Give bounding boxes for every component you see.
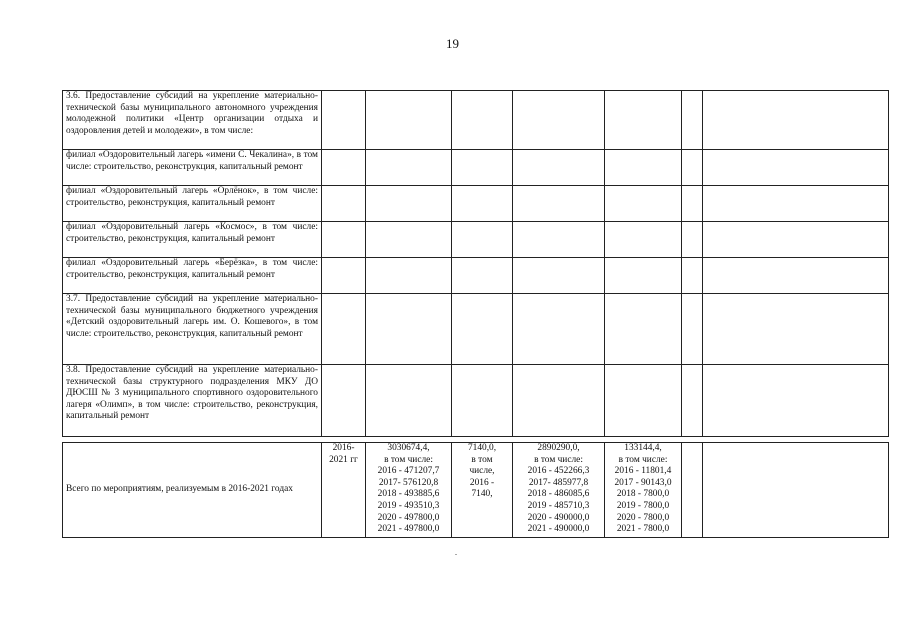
row-description: 3.8. Предоставление субсидий на укрепление материально-технической базы структурного подразделения МКУ ДО ДЮСШ № 3 муниципального спортивного оздоровительного лагеря «Олимп», в том числе: строительство, реконструкция, капитальный ремонт	[63, 365, 322, 437]
total-federal: 7140,0, в том числе, 2016 - 7140,	[452, 443, 513, 538]
total-period: 2016- 2021 гг	[322, 443, 366, 538]
total-sum: 3030674,4, в том числе: 2016 - 471207,7 2017- 576120,8 2018 - 493885,6 2019 - 493510,3 2020 - 497800,0 2021 - 497800,0	[366, 443, 452, 538]
row-description: филиал «Оздоровительный лагерь «Космос», в том числе: строительство, реконструкция, капитальный ремонт	[63, 222, 322, 258]
row-description: 3.7. Предоставление субсидий на укрепление материально-технической базы муниципального бюджетного учреждения «Детский оздоровительный лагерь им. О. Кошевого», в том числе: строительство, реконструкция, капитальный ремонт	[63, 294, 322, 365]
row-description: филиал «Оздоровительный лагерь «Берёзка», в том числе: строительство, реконструкция, капитальный ремонт	[63, 258, 322, 294]
table-row	[63, 365, 889, 437]
table-row	[63, 222, 889, 258]
table-row	[63, 258, 889, 294]
table-row	[63, 294, 889, 365]
table-row	[63, 186, 889, 222]
page-number: 19	[446, 36, 459, 51]
table-row	[63, 91, 889, 150]
total-row	[63, 443, 889, 538]
total-regional: 2890290,0, в том числе: 2016 - 452266,3 2017- 485977,8 2018 - 486085,6 2019 - 485710,3 2020 - 490000,0 2021 - 490000,0	[513, 443, 605, 538]
row-description: филиал «Оздоровительный лагерь «Орлёнок», в том числе: строительство, реконструкция, капитальный ремонт	[63, 186, 322, 222]
table-row	[63, 150, 889, 186]
footer-mark: .	[455, 548, 457, 557]
total-local: 133144,4, в том числе: 2016 - 11801,4 2017 - 90143,0 2018 - 7800,0 2019 - 7800,0 2020 - 7800,0 2021 - 7800,0	[605, 443, 682, 538]
row-description: филиал «Оздоровительный лагерь «имени С. Чекалина», в том числе: строительство, реконструкция, капитальный ремонт	[63, 150, 322, 186]
measures-table	[62, 90, 889, 538]
total-label: Всего по мероприятиям, реализуемым в 2016-2021 годах	[63, 443, 322, 538]
row-description: 3.6. Предоставление субсидий на укрепление материально-технической базы муниципального автономного учреждения молодежной политики «Центр организации отдыха и оздоровления детей и молодежи», в том числе:	[63, 91, 322, 150]
